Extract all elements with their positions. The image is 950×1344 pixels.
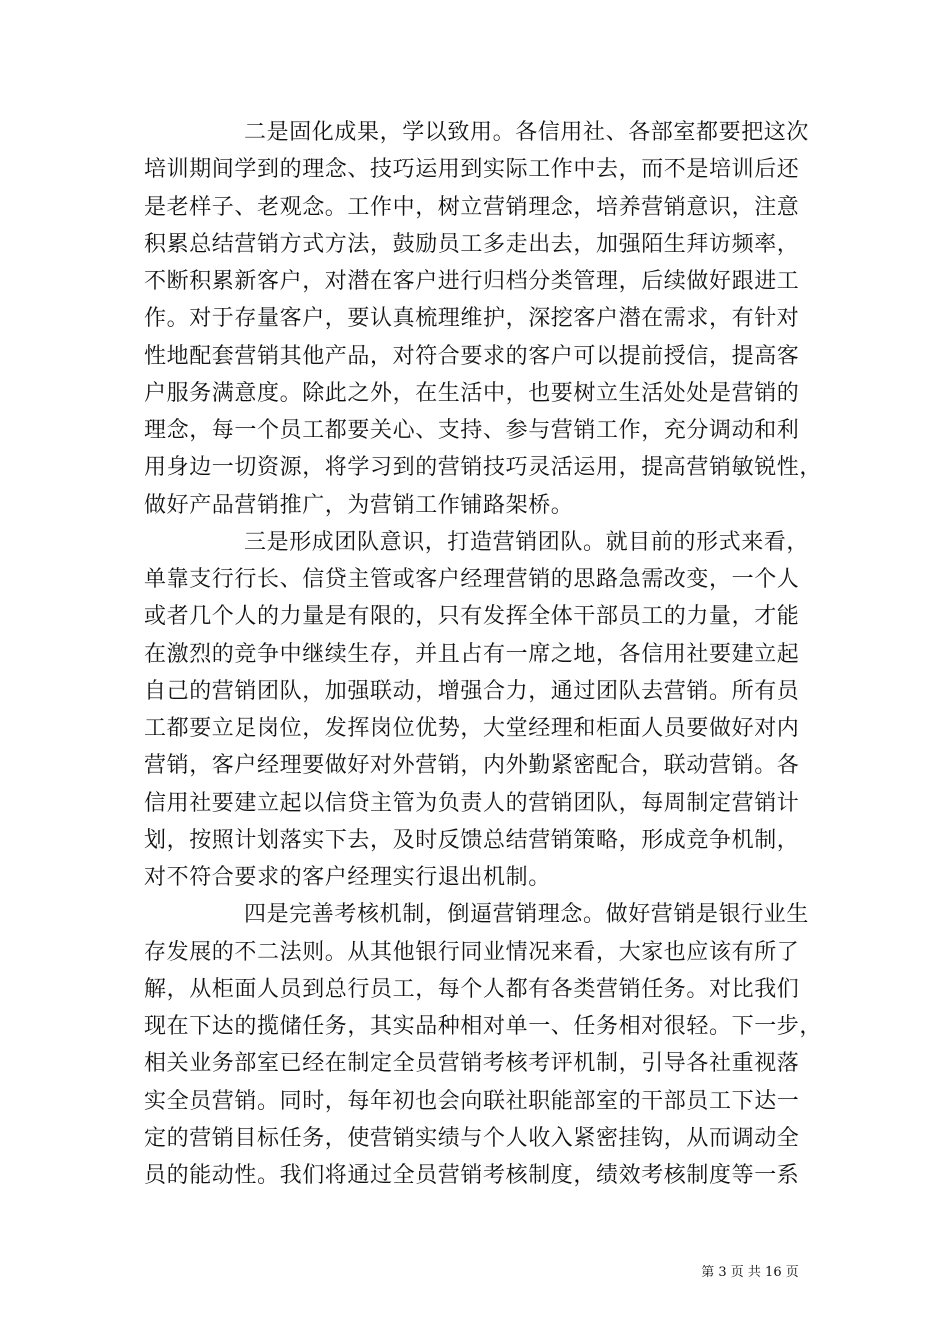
paragraph-2-line-10: 用身边一切资源，将学习到的营销技巧灵活运用，提高营销敏锐性， (144, 455, 823, 481)
paragraph-4-line-8: 员的能动性。我们将通过全员营销考核制度，绩效考核制度等一系 (144, 1163, 800, 1188)
paragraph-2-line-9: 理念，每一个员工都要关心、支持、参与营销工作，充分调动和利 (144, 418, 800, 443)
paragraph-3-line-6: 工都要立足岗位，发挥岗位优势，大堂经理和柜面人员要做好对内 (144, 716, 800, 741)
paragraph-2-line-5: 不断积累新客户，对潜在客户进行归档分类管理，后续做好跟进工 (144, 269, 800, 294)
paragraph-3-line-1: 三是形成团队意识，打造营销团队。就目前的形式来看， (244, 529, 810, 555)
paragraph-2-line-8: 户服务满意度。除此之外，在生活中，也要树立生活处处是营销的 (144, 380, 800, 406)
paragraph-3-line-5: 自己的营销团队，加强联动，增强合力，通过团队去营销。所有员 (144, 678, 800, 704)
paragraph-2-line-6: 作。对于存量客户，要认真梳理维护，深挖客户潜在需求，有针对 (144, 306, 800, 332)
paragraph-4-line-7: 定的营销目标任务，使营销实绩与个人收入紧密挂钩，从而调动全 (144, 1125, 800, 1151)
paragraph-4-line-4: 现在下达的揽储任务，其实品种相对单一、任务相对很轻。下一步， (144, 1014, 823, 1039)
paragraph-3-line-8: 信用社要建立起以信贷主管为负责人的营销团队，每周制定营销计 (144, 790, 800, 816)
paragraph-3-line-7: 营销，客户经理要做好对外营销，内外勤紧密配合，联动营销。各 (144, 753, 800, 779)
paragraph-2-line-11: 做好产品营销推广，为营销工作铺路架桥。 (144, 492, 574, 518)
paragraph-4-line-1: 四是完善考核机制，倒逼营销理念。做好营销是银行业生 (244, 902, 810, 928)
paragraph-2-line-3: 是老样子、老观念。工作中，树立营销理念，培养营销意识，注意 (144, 194, 800, 220)
paragraph-2-line-7: 性地配套营销其他产品，对符合要求的客户可以提前授信，提高客 (144, 343, 800, 369)
page-number-footer: 第 3 页 共 16 页 (701, 1265, 799, 1280)
paragraph-3-line-4: 在激烈的竞争中继续生存，并且占有一席之地，各信用社要建立起 (144, 641, 800, 667)
paragraph-4-line-5: 相关业务部室已经在制定全员营销考核考评机制，引导各社重视落 (144, 1051, 800, 1077)
paragraph-3-line-9: 划，按照计划落实下去，及时反馈总结营销策略，形成竞争机制， (144, 827, 800, 853)
paragraph-4-line-6: 实全员营销。同时，每年初也会向联社职能部室的干部员工下达一 (144, 1088, 800, 1114)
body-text (144, 114, 823, 1194)
paragraph-3-line-3: 或者几个人的力量是有限的，只有发挥全体干部员工的力量，才能 (144, 604, 800, 630)
paragraph-4-line-2: 存发展的不二法则。从其他银行同业情况来看，大家也应该有所了 (144, 939, 800, 965)
paragraph-2-line-1: 二是固化成果，学以致用。各信用社、各部室都要把这次 (244, 120, 810, 145)
paragraph-3-line-2: 单靠支行行长、信贷主管或客户经理营销的思路急需改变，一个人 (144, 567, 800, 592)
paragraph-2-line-2: 培训期间学到的理念、技巧运用到实际工作中去，而不是培训后还 (144, 157, 800, 183)
paragraph-2-line-4: 积累总结营销方式方法，鼓励员工多走出去，加强陌生拜访频率， (144, 231, 800, 257)
paragraph-4-line-3: 解，从柜面人员到总行员工，每个人都有各类营销任务。对比我们 (144, 976, 800, 1002)
paragraph-3-line-10: 对不符合要求的客户经理实行退出机制。 (144, 865, 551, 890)
